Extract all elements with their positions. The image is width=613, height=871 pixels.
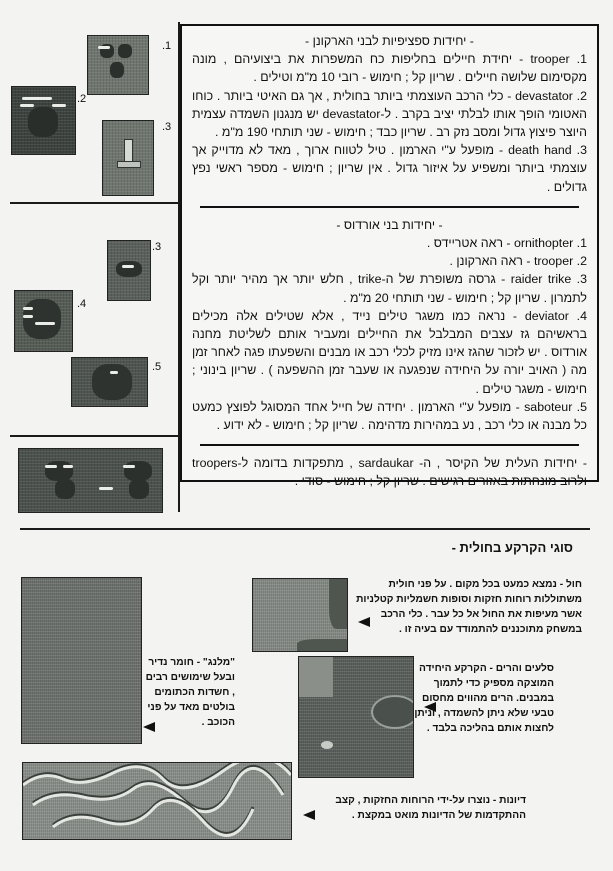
sardaukar-sprite-image xyxy=(18,448,163,513)
sprite-label-3b: .3 xyxy=(152,241,162,253)
units-text-box xyxy=(180,24,599,489)
raider-trike-sprite-image xyxy=(107,240,151,301)
dunes-terrain-image xyxy=(22,762,292,840)
sprite-label-1: .1 xyxy=(162,40,172,52)
ordos-item-raider-trike: raider trike .3 - גרסה משופרת של ה-trike , חלש יותר אך מהיר יותר וקל לתמרון . שריון קל ; חימוש - שני תותחי 20 מ"מ . xyxy=(192,272,588,305)
sprite-label-2: .2 xyxy=(77,93,87,105)
harkonnen-item-devastator: devastator .2 - כלי הרכב העוצמתי ביותר בחולית , אך גם האיטי ביותר . כוחו האטומי הופך אותו לבלתי יציב בקרב . ל-devastator יש מנגנון השמדה עצמית היוצר פיצוץ גדול ומסב נזק רב . שריון כבד ; חימוש - שני תותחי 190 מ"מ . xyxy=(192,88,587,140)
rock-terrain-image xyxy=(298,656,414,778)
dunes-caption: דיונות - נוצרו על-ידי הרוחות החזקות , קצב ההתקדמות של הדיונות מואט במקצת . xyxy=(335,795,526,821)
sand-pointer-arrow xyxy=(358,617,370,627)
ordos-item-saboteur: saboteur .5 - מופעל ע"י הארמון . יחידה של חייל אחד המסוגל לפוצץ כמעט כל מבנה או כלי רכב , נע במהירות מדהימה . שריון קל ; חימוש - לא ידוע . xyxy=(192,399,587,433)
dune-ridges xyxy=(23,763,291,839)
harkonnen-heading: - יחידות ספציפיות לבני הארקונן - xyxy=(305,34,474,48)
left-divider-1 xyxy=(10,202,178,204)
rock-pointer-arrow xyxy=(424,702,436,712)
harkonnen-item-death-hand: death hand .3 - מופעל ע"י הארמון . טיל לטווח ארוך , מאד לא מדוייק אך עוצמתי ביותר ומשפיע על איזור גדול . אין שריון ; חימוש - מספר ראשי נפץ גדולים . xyxy=(192,143,587,194)
sprite-label-3: .3 xyxy=(162,121,172,133)
sand-terrain-image xyxy=(252,578,348,652)
saboteur-sprite-image xyxy=(71,357,148,407)
ordos-heading: - יחידות בני אורדוס - xyxy=(336,217,443,232)
spice-terrain-image xyxy=(21,577,142,744)
death-hand-sprite-image xyxy=(102,120,154,196)
box-divider-1 xyxy=(200,206,579,208)
spice-pointer-arrow xyxy=(143,722,155,732)
deviator-sprite-image xyxy=(14,290,73,352)
left-divider-2 xyxy=(10,435,178,437)
sardaukar-text: - יחידות העלית של הקיסר , ה- sardaukar , מתפקדות בדומה ל-troopers ולרוב מונחתות באזורים רגישים . שריון קל ; חימוש - סודי . xyxy=(192,456,587,489)
terrain-section-title: סוגי הקרקע בחולית - xyxy=(451,540,573,555)
ordos-item-trooper: trooper .2 - ראה הארקונן . xyxy=(449,254,587,269)
sprite-label-5: .5 xyxy=(152,361,162,373)
box-divider-2 xyxy=(200,444,579,446)
devastator-sprite-image xyxy=(11,86,76,155)
dunes-pointer-arrow xyxy=(303,810,315,820)
section-divider xyxy=(20,528,590,530)
trooper-sprite-image xyxy=(87,35,149,95)
sprite-label-4: .4 xyxy=(77,298,87,310)
ordos-item-deviator: deviator .4 - נראה כמו משגר טילים נייד , אלא שטילים אלה מכילים בראשיהם גז עצבים המבלבל את החיילים ומעביר אותם לשליטת מחנה אורדוס . יש לזכור שהגז אינו מזיק לכלי רכב או מבנים והשפעתו פגה לאחר זמן מה ( האויב יורה על היחידה שנפגעה או שעבר זמן ההשפעה ) . שריון בינוני ; חימוש - משגר טילים . xyxy=(192,308,587,396)
harkonnen-item-trooper: trooper .1 - יחידת חיילים בחליפות כח המשפרות את ביצועיהם , מונה מקסימום שלושה חיילים . שריון קל ; חימוש - רובי 10 מ"מ וטילים . xyxy=(192,52,587,85)
ordos-item-ornithopter: ornithopter .1 - ראה אטריידס . xyxy=(426,236,587,251)
spice-caption: "מלנג" - חומר נדיר ובעל שימושים רבים , חשדות הכתומים בולטים מאד על פני הכוכב . xyxy=(145,657,235,728)
rock-caption: סלעים והרים - הקרקע היחידה המוצקה מספיק כדי לתמוך במבנים. הרים מהווים מחסום טבעי שלא ניתן להשמדה , וניתן לחצות אותם בהליכה בלבד . xyxy=(414,663,554,734)
sand-caption: חול - נמצא כמעט בכל מקום . על פני חולית משתוללות רוחות חזקות וסופות חשמליות קטלניות אשר מעיפות את החול אל כל עבר . כלי הרכב במשחק מתוכננים להתמודד עם בעיה זו . xyxy=(356,579,582,635)
